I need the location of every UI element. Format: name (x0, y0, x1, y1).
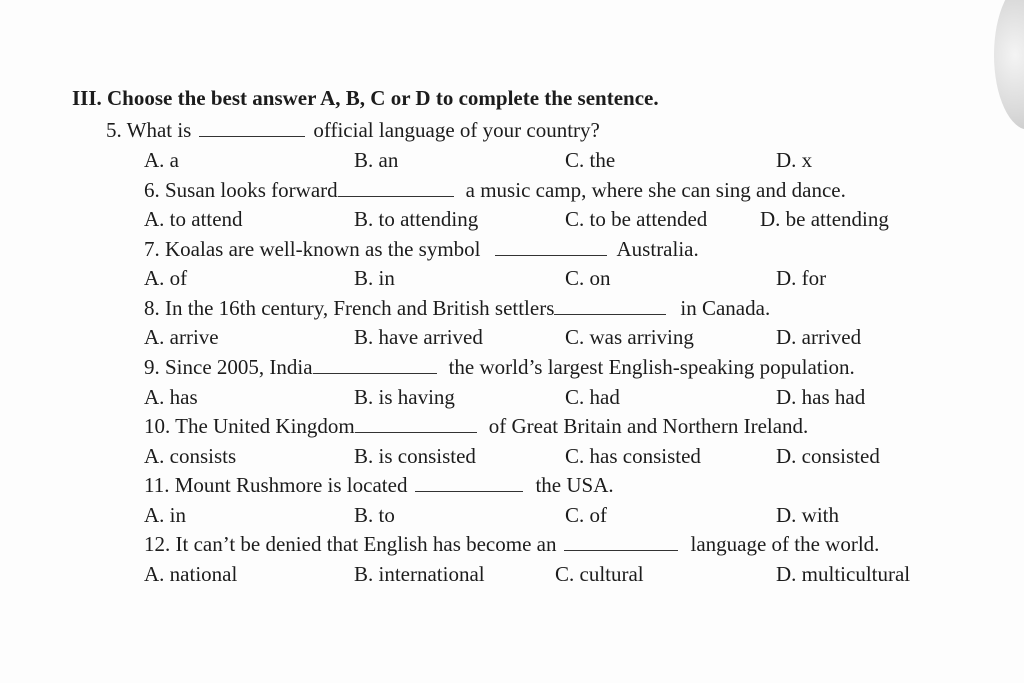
answer-blank (338, 178, 454, 197)
option-b: B. to (354, 503, 395, 527)
option-c: C. of (565, 503, 607, 527)
question-text: in Canada. (680, 296, 771, 320)
question-text: the world’s largest English-speaking population. (448, 355, 855, 379)
option-b: B. in (354, 266, 395, 290)
option-d: D. x (776, 148, 813, 172)
answer-blank (313, 355, 437, 374)
question-7 (144, 237, 699, 261)
option-b: B. an (354, 148, 399, 172)
question-5 (106, 118, 600, 142)
question-text: of Great Britain and Northern Ireland. (488, 414, 809, 438)
answer-blank (564, 532, 678, 551)
option-d: D. multicultural (776, 562, 911, 586)
question-text: 5. What is (106, 118, 192, 142)
option-c: C. has consisted (565, 444, 701, 468)
question-text: 9. Since 2005, India (144, 355, 313, 379)
option-a: A. of (144, 266, 188, 290)
question-text: a music camp, where she can sing and dance. (465, 178, 846, 202)
option-c: C. on (565, 266, 611, 290)
question-text: 10. The United Kingdom (144, 414, 355, 438)
answer-blank (199, 118, 305, 137)
question-text: 7. Koalas are well-known as the symbol (144, 237, 481, 261)
option-b: B. to attending (354, 207, 479, 231)
question-text: the USA. (535, 473, 614, 497)
option-d: D. with (776, 503, 839, 527)
option-b: B. international (354, 562, 485, 586)
answer-blank (355, 414, 477, 433)
question-text: Australia. (616, 237, 699, 261)
option-b: B. is consisted (354, 444, 476, 468)
answer-blank (495, 237, 607, 256)
question-12 (144, 532, 879, 556)
option-a: A. arrive (144, 325, 219, 349)
option-a: A. a (144, 148, 179, 172)
option-d: D. consisted (776, 444, 880, 468)
question-text: 12. It can’t be denied that English has become an (144, 532, 557, 556)
option-b: B. is having (354, 385, 455, 409)
question-11 (144, 473, 614, 497)
option-b: B. have arrived (354, 325, 483, 349)
option-a: A. has (144, 385, 198, 409)
answer-blank (415, 473, 523, 492)
question-text: language of the world. (690, 532, 880, 556)
option-d: D. arrived (776, 325, 862, 349)
option-c: C. had (565, 385, 620, 409)
option-c: C. was arriving (565, 325, 694, 349)
option-d: D. for (776, 266, 827, 290)
section-heading: III. Choose the best answer A, B, C or D to complete the sentence. (72, 86, 659, 110)
option-c: C. to be attended (565, 207, 708, 231)
question-text: 8. In the 16th century, French and British settlers (144, 296, 555, 320)
question-6 (144, 178, 846, 202)
question-text: 6. Susan looks forward (144, 178, 338, 202)
option-a: A. national (144, 562, 238, 586)
option-d: D. be attending (760, 207, 889, 231)
option-c: C. the (565, 148, 616, 172)
question-8 (144, 296, 770, 320)
option-c: C. cultural (555, 562, 644, 586)
option-d: D. has had (776, 385, 866, 409)
question-text: official language of your country? (313, 118, 600, 142)
question-text: 11. Mount Rushmore is located (144, 473, 408, 497)
option-a: A. consists (144, 444, 237, 468)
question-9 (144, 355, 855, 379)
question-10 (144, 414, 808, 438)
option-a: A. in (144, 503, 186, 527)
answer-blank (554, 296, 666, 315)
option-a: A. to attend (144, 207, 243, 231)
